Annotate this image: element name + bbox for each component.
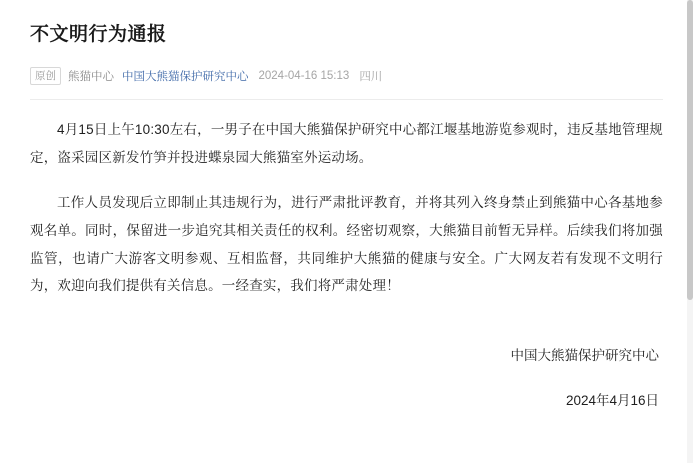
- article-signature-date: 2024年4月16日: [565, 393, 659, 409]
- article-body: [30, 116, 663, 300]
- header-divider: [30, 99, 663, 100]
- original-badge: 原创: [30, 67, 61, 86]
- meta-datetime: 2024-04-16 15:13: [258, 69, 350, 82]
- meta-account-link[interactable]: 中国大熊猫保护研究中心: [122, 70, 249, 83]
- article-meta: [30, 67, 663, 86]
- article-paragraph: 4月15日上午10:30左右，一男子在中国大熊猫保护研究中心都江堰基地游览参观时，违反基地管理规定，盗采园区新发竹笋并投进蝶泉园大熊猫室外运动场。: [30, 122, 663, 165]
- meta-region: 四川: [359, 70, 383, 83]
- meta-source: 熊猫中心: [68, 70, 114, 83]
- article-paragraph: 工作人员发现后立即制止其违规行为，进行严肃批评教育，并将其列入终身禁止到熊猫中心各基地参观名单。同时，保留进一步追究其相关责任的权利。经密切观察，大熊猫目前暂无异样。后续我们将加强监管，也请广大游客文明参观、互相监督，共同维护大熊猫的健康与安全。广大网友若有发现不文明行为，欢迎向我们提供有关信息。一经查实，我们将严肃处理！: [30, 195, 663, 294]
- scrollbar-thumb[interactable]: [687, 0, 693, 300]
- article-signature: 中国大熊猫保护研究中心: [510, 348, 659, 364]
- page-title: 不文明行为通报: [30, 24, 167, 45]
- scrollbar-track[interactable]: [687, 0, 693, 463]
